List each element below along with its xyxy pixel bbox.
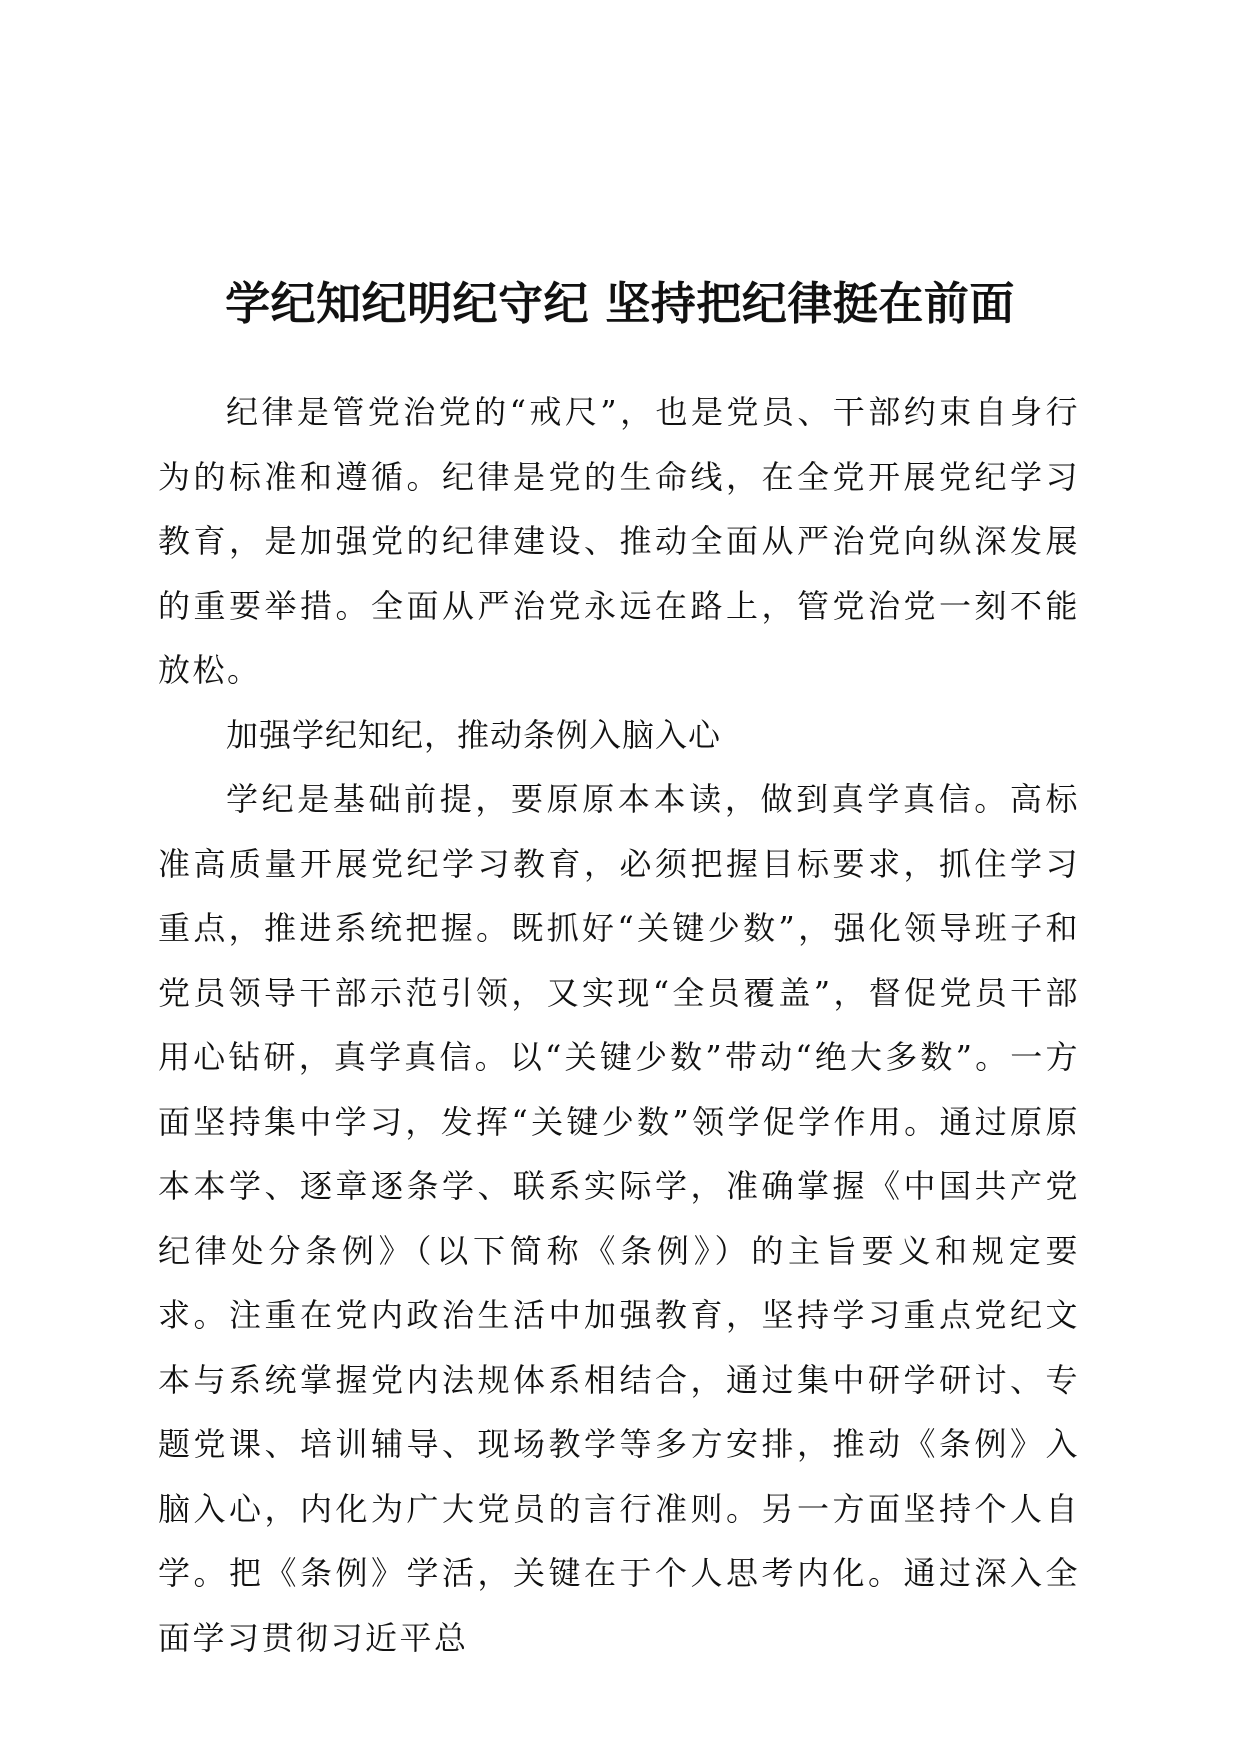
document-body — [158, 380, 1080, 1670]
document-title: 学纪知纪明纪守纪 坚持把纪律挺在前面 — [225, 277, 1015, 331]
intro-paragraph: 纪律是管党治党的“戒尺”，也是党员、干部约束自身行为的标准和遵循。纪律是党的生命线，在全党开展党纪学习教育，是加强党的纪律建设、推动全面从严治党向纵深发展的重要举措。全面从严治党永远在路上，管党治党一刻不能放松。 — [158, 393, 1080, 689]
section-paragraph: 学纪是基础前提，要原原本本读，做到真学真信。高标准高质量开展党纪学习教育，必须把握目标要求，抓住学习重点，推进系统把握。既抓好“关键少数”，强化领导班子和党员领导干部示范引领，又实现“全员覆盖”，督促党员干部用心钻研，真学真信。以“关键少数”带动“绝大多数”。一方面坚持集中学习，发挥“关键少数”领学促学作用。通过原原本本学、逐章逐条学、联系实际学，准确掌握《中国共产党纪律处分条例》（以下简称《条例》）的主旨要义和规定要求。注重在党内政治生活中加强教育，坚持学习重点党纪文本与系统掌握党内法规体系相结合，通过集中研学研讨、专题党课、培训辅导、现场教学等多方安排，推动《条例》入脑入心，内化为广大党员的言行准则。另一方面坚持个人自学。把《条例》学活，关键在于个人思考内化。通过深入全面学习贯彻习近平总 — [158, 780, 1080, 1657]
section-heading: 加强学纪知纪，推动条例入脑入心 — [226, 715, 722, 754]
